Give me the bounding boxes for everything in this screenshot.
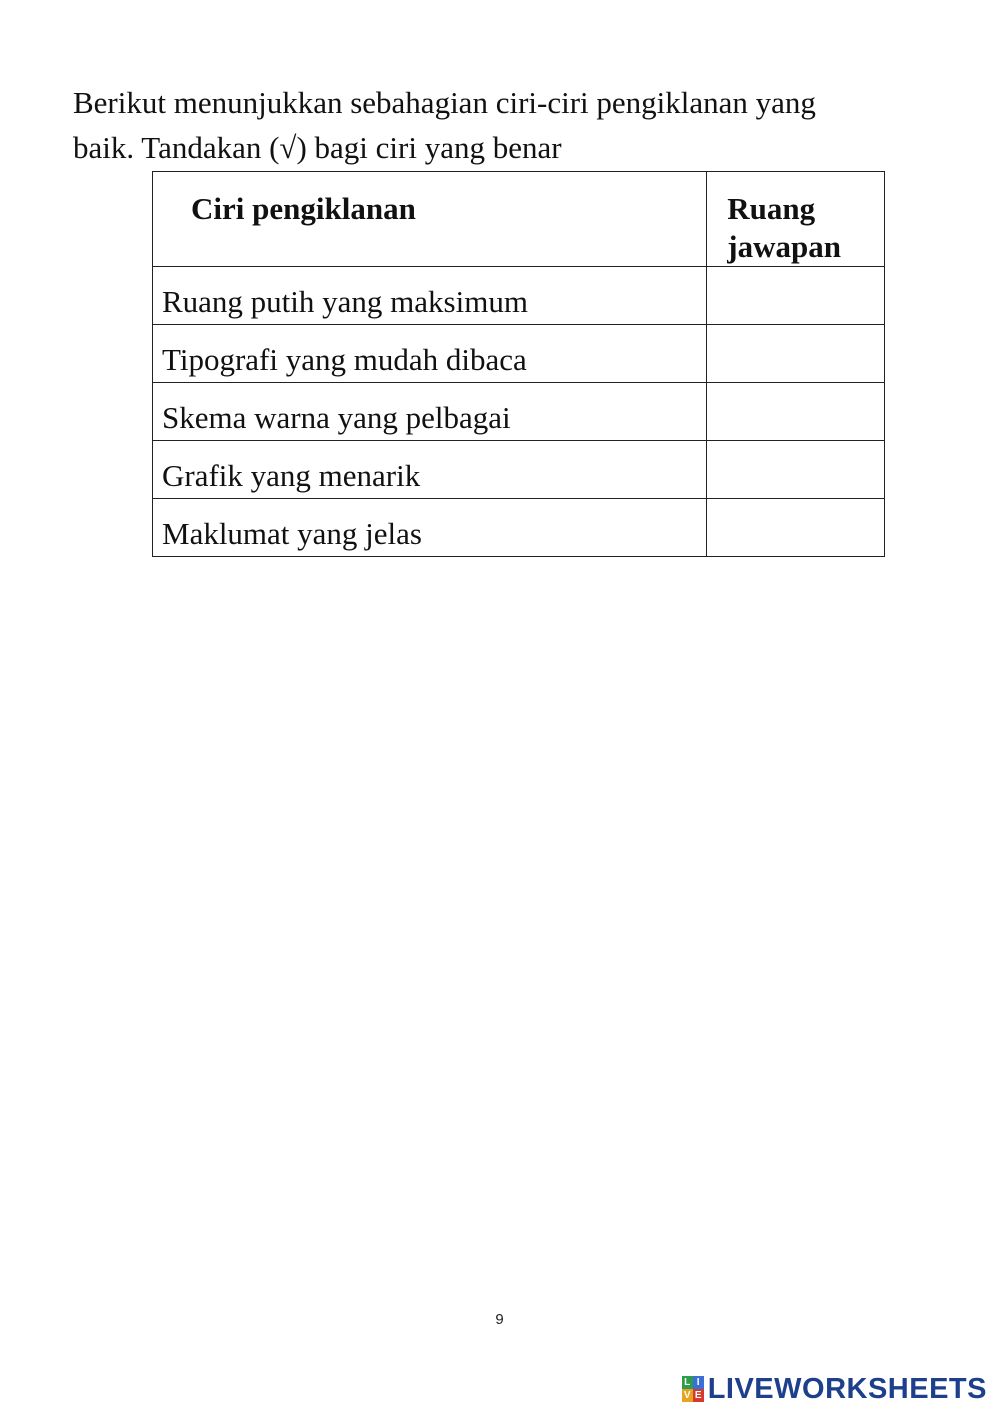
instruction-line-2: baik. Tandakan (√) bagi ciri yang benar: [73, 130, 562, 165]
instruction-text: [73, 80, 933, 170]
answer-cell[interactable]: [707, 325, 885, 383]
criteria-cell: [153, 499, 707, 557]
criteria-cell: [153, 325, 707, 383]
brand-name: LIVEWORKSHEETS: [707, 1372, 987, 1405]
logo-tile-icon: V: [682, 1389, 693, 1402]
answer-cell[interactable]: [707, 499, 885, 557]
table-row: [153, 499, 885, 557]
criteria-label: Maklumat yang jelas: [162, 516, 422, 551]
instruction-line-1: Berikut menunjukkan sebahagian ciri-ciri pengiklanan yang: [73, 85, 816, 120]
logo-tile-icon: L: [682, 1376, 693, 1389]
logo-tile-icon: E: [693, 1389, 704, 1402]
table-row: [153, 267, 885, 325]
page-number: 9: [495, 1311, 504, 1328]
header-criteria: [153, 172, 707, 267]
header-answer-label: Ruang jawapan: [727, 191, 841, 264]
header-answer: [707, 172, 885, 267]
criteria-cell: [153, 267, 707, 325]
criteria-cell: [153, 383, 707, 441]
criteria-cell: [153, 441, 707, 499]
table-header-row: [153, 172, 885, 267]
criteria-label: Grafik yang menarik: [162, 458, 421, 493]
answer-cell[interactable]: [707, 441, 885, 499]
liveworksheets-logo-icon: [682, 1376, 704, 1402]
answer-cell[interactable]: [707, 267, 885, 325]
answer-cell[interactable]: [707, 383, 885, 441]
criteria-label: Skema warna yang pelbagai: [162, 400, 511, 435]
criteria-table: [152, 171, 885, 557]
table-row: [153, 325, 885, 383]
header-criteria-label: Ciri pengiklanan: [191, 191, 416, 226]
liveworksheets-brand: [682, 1372, 987, 1406]
logo-tile-icon: I: [693, 1376, 704, 1389]
criteria-label: Tipografi yang mudah dibaca: [162, 342, 527, 377]
table-row: [153, 441, 885, 499]
table-row: [153, 383, 885, 441]
criteria-label: Ruang putih yang maksimum: [162, 284, 528, 319]
